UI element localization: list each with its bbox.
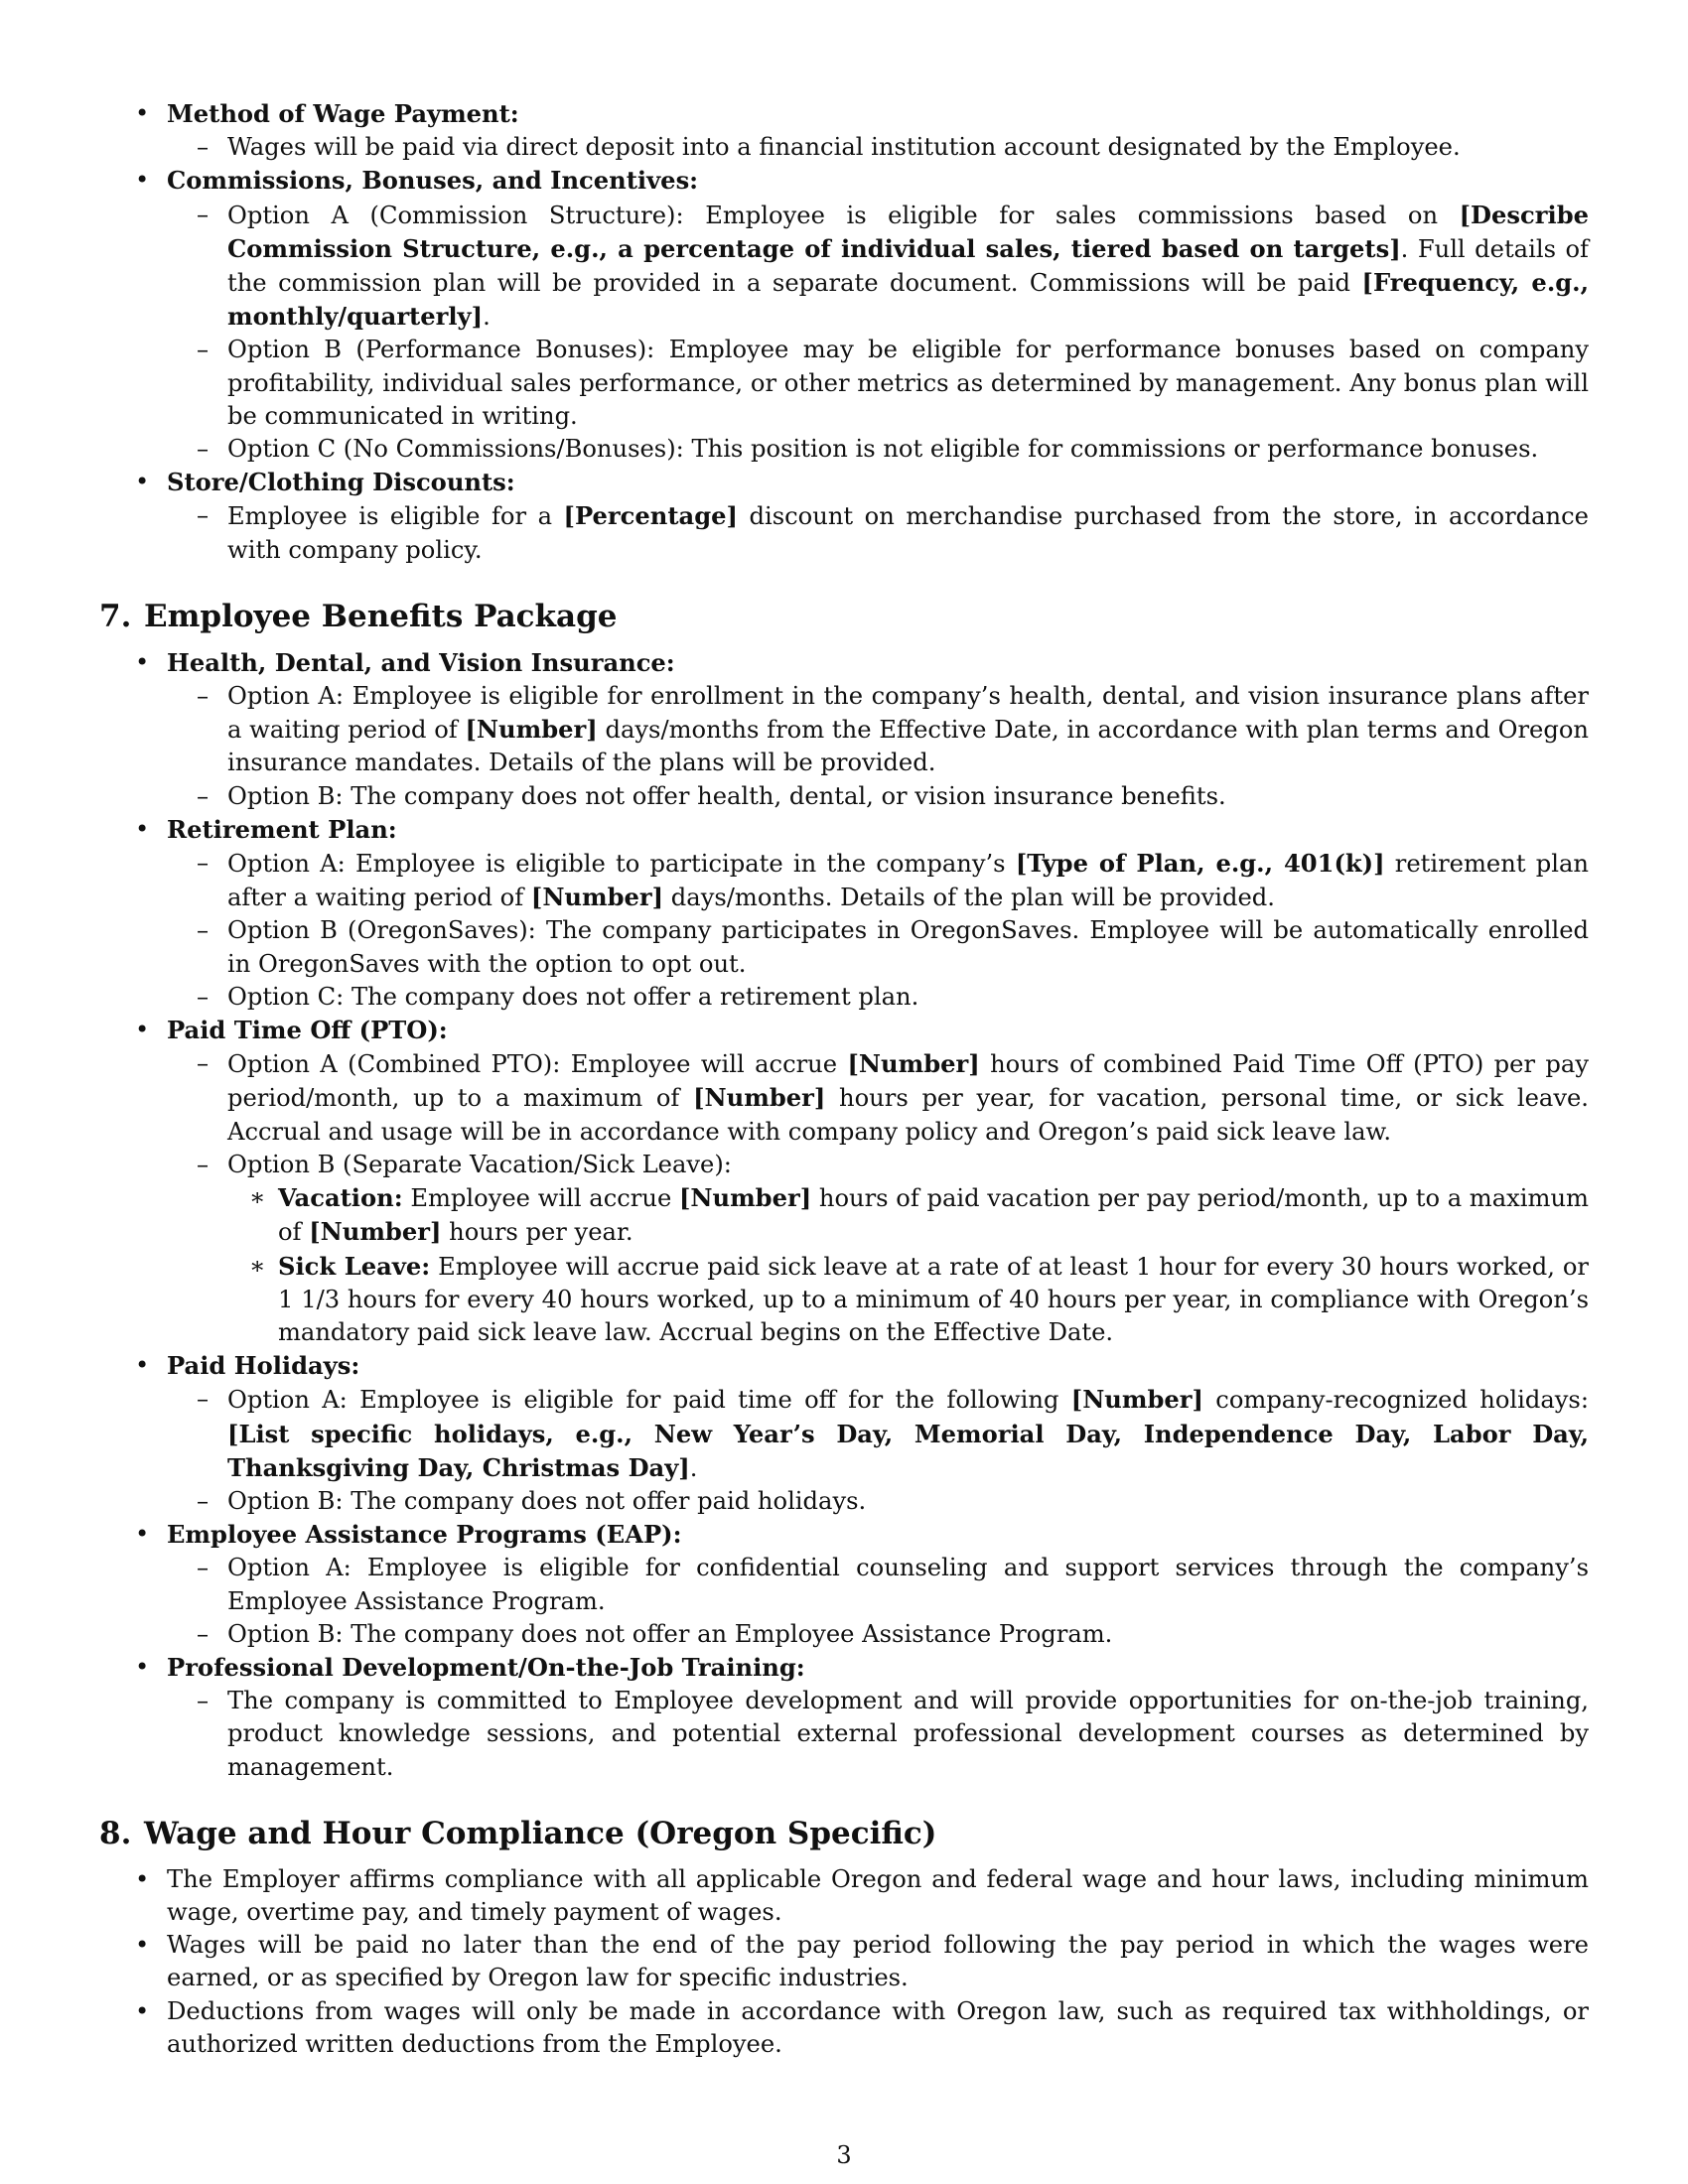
sub-item: – Option B: The company does not offer health, dental, or vision insurance benefits.	[167, 780, 1589, 813]
text: company-recognized holidays:	[1202, 1386, 1589, 1415]
item-heading: Employee Assistance Programs (EAP):	[167, 1520, 682, 1550]
sub-item	[167, 1149, 1589, 1349]
continuation-list	[99, 97, 1589, 567]
sub-sub-item	[227, 1181, 1589, 1249]
placeholder: [Number]	[693, 1083, 826, 1113]
sub-item: – Wages will be paid via direct deposit into a financial institution account designated by the Employee.	[167, 131, 1589, 164]
item-heading: Store/Clothing Discounts:	[167, 468, 515, 497]
text: retirement plan after a waiting period of	[227, 850, 1589, 912]
sub-item	[167, 680, 1589, 780]
placeholder: [Number]	[309, 1217, 442, 1247]
item-heading: Professional Development/On-the-Job Training:	[167, 1652, 805, 1682]
text: .	[689, 1453, 698, 1482]
list-item	[99, 1014, 1589, 1349]
placeholder: [Describe Commission Structure, e.g., a percentage of individual sales, tiered based on targets]	[227, 200, 1589, 263]
list-item	[99, 1651, 1589, 1784]
placeholder: [Number]	[1070, 1385, 1203, 1415]
text: hours per year.	[441, 1218, 633, 1247]
text: Option A: Employee is eligible for paid time off for the following	[227, 1386, 1071, 1415]
text: discount on merchandise purchased from the store, in accordance with company policy.	[227, 502, 1589, 564]
sub-item: – Option B (OregonSaves): The company participates in OregonSaves. Employee will be automatically enrolled in OregonSaves with the option to opt out.	[167, 914, 1589, 980]
list-item	[99, 466, 1589, 567]
compliance-list	[99, 1863, 1589, 2061]
page-number: 3	[836, 2141, 852, 2169]
placeholder: [Number]	[847, 1049, 980, 1079]
sub-item: – Option B: The company does not offer paid holidays.	[167, 1485, 1589, 1518]
list-item: • Wages will be paid no later than the end of the pay period following the pay period in which the wages were earned, or as specified by Oregon law for specific industries.	[99, 1929, 1589, 1994]
text: Option A: Employee is eligible to participate in the company’s	[227, 850, 1016, 879]
text: . Full details of the commission plan will be provided in a separate document. Commissions will be paid	[227, 234, 1589, 298]
sub-item	[167, 1047, 1589, 1149]
list-item: • Deductions from wages will only be made in accordance with Oregon law, such as required tax withholdings, or authorized written deductions from the Employee.	[99, 1995, 1589, 2061]
placeholder: [Frequency, e.g., monthly/quarterly]	[227, 268, 1589, 332]
text: hours of combined Paid Time Off (PTO) per pay period/month, up to a maximum of	[227, 1050, 1589, 1113]
text: Option A (Combined PTO): Employee will accrue	[227, 1050, 848, 1079]
sub-item: – Option A: Employee is eligible for confidential counseling and support services through the company’s Employee Assistance Program.	[167, 1552, 1589, 1617]
placeholder: [Number]	[465, 715, 598, 745]
placeholder: [Type of Plan, e.g., 401(k)]	[1015, 849, 1385, 879]
list-item	[99, 97, 1589, 164]
sub-item: – Option B: The company does not offer an Employee Assistance Program.	[167, 1618, 1589, 1651]
text: Employee will accrue paid sick leave at a rate of at least 1 hour for every 30 hours worked, or 1 1/3 hours for every 40 hours worked, up to a minimum of 40 hours per year, in compliance with Oregon’s mandatory paid sick leave law. Accrual begins on the Effective Date.	[278, 1252, 1589, 1346]
placeholder: [Number]	[678, 1183, 812, 1213]
label: Vacation:	[278, 1183, 403, 1213]
section-heading	[99, 1814, 1589, 1853]
item-heading: Commissions, Bonuses, and Incentives:	[167, 166, 699, 196]
placeholder: [Percentage]	[563, 501, 738, 531]
sub-sub-item	[227, 1250, 1589, 1350]
sub-item	[167, 499, 1589, 566]
list-item	[99, 164, 1589, 466]
item-heading: Method of Wage Payment:	[167, 99, 519, 128]
text: Option A (Commission Structure): Employee is eligible for sales commissions based on	[227, 201, 1460, 229]
item-heading: Retirement Plan:	[167, 814, 397, 844]
section-number: 7.	[99, 598, 132, 634]
benefits-list	[99, 646, 1589, 1784]
item-heading: Paid Holidays:	[167, 1351, 360, 1381]
sub-item: – Option B (Performance Bonuses): Employee may be eligible for performance bonuses based on company profitability, individual sales performance, or other metrics as determined by management. Any bonus plan will be communicated in writing.	[167, 334, 1589, 433]
text: .	[483, 303, 491, 332]
list-item	[99, 1518, 1589, 1651]
page-content	[99, 97, 1589, 2061]
placeholder: [Number]	[530, 883, 664, 912]
list-item	[99, 1349, 1589, 1518]
list-item	[99, 813, 1589, 1014]
text: hours per year, for vacation, personal time, or sick leave. Accrual and usage will be in accordance with company policy and Oregon’s paid sick leave law.	[227, 1084, 1589, 1146]
text: Option A: Employee is eligible for enrollment in the company’s health, dental, and vision insurance plans after a waiting period of	[227, 682, 1589, 745]
section-title: Employee Benefits Package	[144, 598, 618, 634]
section-title: Wage and Hour Compliance (Oregon Specific)	[144, 1815, 937, 1851]
item-heading: Health, Dental, and Vision Insurance:	[167, 647, 675, 677]
list-item: • The Employer affirms compliance with all applicable Oregon and federal wage and hour laws, including minimum wage, overtime pay, and timely payment of wages.	[99, 1863, 1589, 1929]
section-heading	[99, 597, 1589, 636]
sub-item	[167, 199, 1589, 335]
text: Employee is eligible for a	[227, 502, 564, 531]
placeholder: [List specific holidays, e.g., New Year’s Day, Memorial Day, Independence Day, Labor Day, Thanksgiving Day, Christmas Day]	[227, 1419, 1589, 1482]
section-number: 8.	[99, 1815, 132, 1851]
sub-item: – The company is committed to Employee development and will provide opportunities for on-the-job training, product knowledge sessions, and potential external professional development courses as determined by management.	[167, 1685, 1589, 1784]
item-heading: Paid Time Off (PTO):	[167, 1016, 448, 1045]
text: days/months from the Effective Date, in accordance with plan terms and Oregon insurance mandates. Details of the plans will be provided.	[227, 716, 1589, 777]
text: hours of paid vacation per pay period/month, up to a maximum of	[278, 1184, 1589, 1247]
sub-item: – Option C (No Commissions/Bonuses): This position is not eligible for commissions or performance bonuses.	[167, 433, 1589, 466]
sub-item	[167, 847, 1589, 914]
text: days/months. Details of the plan will be provided.	[663, 884, 1275, 912]
label: Sick Leave:	[278, 1251, 431, 1281]
text: Option B (Separate Vacation/Sick Leave):	[227, 1150, 732, 1178]
sub-item: – Option C: The company does not offer a retirement plan.	[167, 981, 1589, 1014]
list-item	[99, 646, 1589, 813]
sub-item	[167, 1383, 1589, 1485]
text: Employee will accrue	[402, 1184, 679, 1213]
